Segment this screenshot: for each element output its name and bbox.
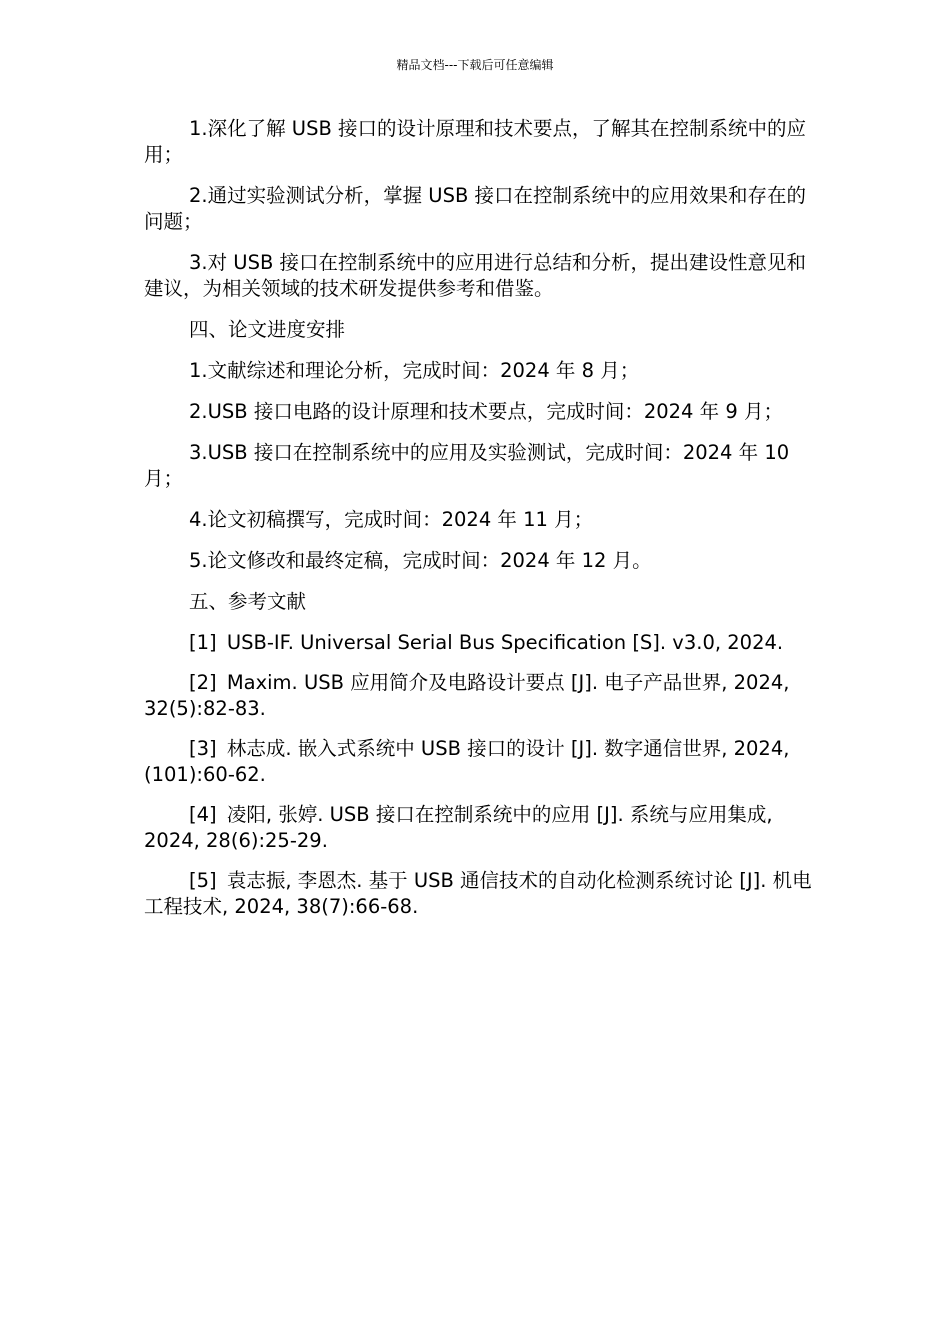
reference-number: [2] [189,671,217,694]
reference-item [144,736,812,788]
objective-2: 2.通过实验测试分析，掌握 USB 接口在控制系统中的应用效果和存在的问题； [144,184,807,233]
reference-text: USB-IF. Universal Serial Bus Specification [S]. v3.0, 2024. [226,631,784,654]
schedule-item-4: 4.论文初稿撰写，完成时间：2024 年 11 月； [189,508,594,531]
reference-number: [3] [189,737,217,760]
reference-text: Maxim. USB 应用简介及电路设计要点 [J]. 电子产品世界, 2024, 32(5):82-83. [144,671,790,720]
reference-number: [5] [189,869,217,892]
section-heading-references: 五、参考文献 [189,590,307,613]
objective-3: 3.对 USB 接口在控制系统中的应用进行总结和分析，提出建设性意见和建议，为相关领域的技术研发提供参考和借鉴。 [144,251,807,300]
page-header: 精品文档---下载后可任意编辑 [396,58,554,72]
objective-1: 1.深化了解 USB 接口的设计原理和技术要点，了解其在控制系统中的应用； [144,117,807,166]
reference-item [144,868,812,920]
schedule-item-5: 5.论文修改和最终定稿，完成时间：2024 年 12 月。 [189,549,652,572]
reference-text: 林志成. 嵌入式系统中 USB 接口的设计 [J]. 数字通信世界, 2024, (101):60-62. [144,737,790,786]
schedule-item-2: 2.USB 接口电路的设计原理和技术要点，完成时间：2024 年 9 月； [189,400,783,423]
reference-item [144,670,812,722]
reference-number: [4] [189,803,217,826]
document-body [144,116,812,934]
schedule-item-3: 3.USB 接口在控制系统中的应用及实验测试，完成时间：2024 年 10 月； [144,441,790,490]
section-heading-schedule: 四、论文进度安排 [189,318,346,341]
reference-item [144,630,812,656]
reference-number: [1] [189,631,217,654]
reference-item [144,802,812,854]
schedule-item-1: 1.文献综述和理论分析，完成时间：2024 年 8 月； [189,359,640,382]
reference-text: 袁志振, 李恩杰. 基于 USB 通信技术的自动化检测系统讨论 [J]. 机电工程技术, 2024, 38(7):66-68. [144,869,812,918]
reference-text: 凌阳, 张婷. USB 接口在控制系统中的应用 [J]. 系统与应用集成, 2024, 28(6):25-29. [144,803,773,852]
